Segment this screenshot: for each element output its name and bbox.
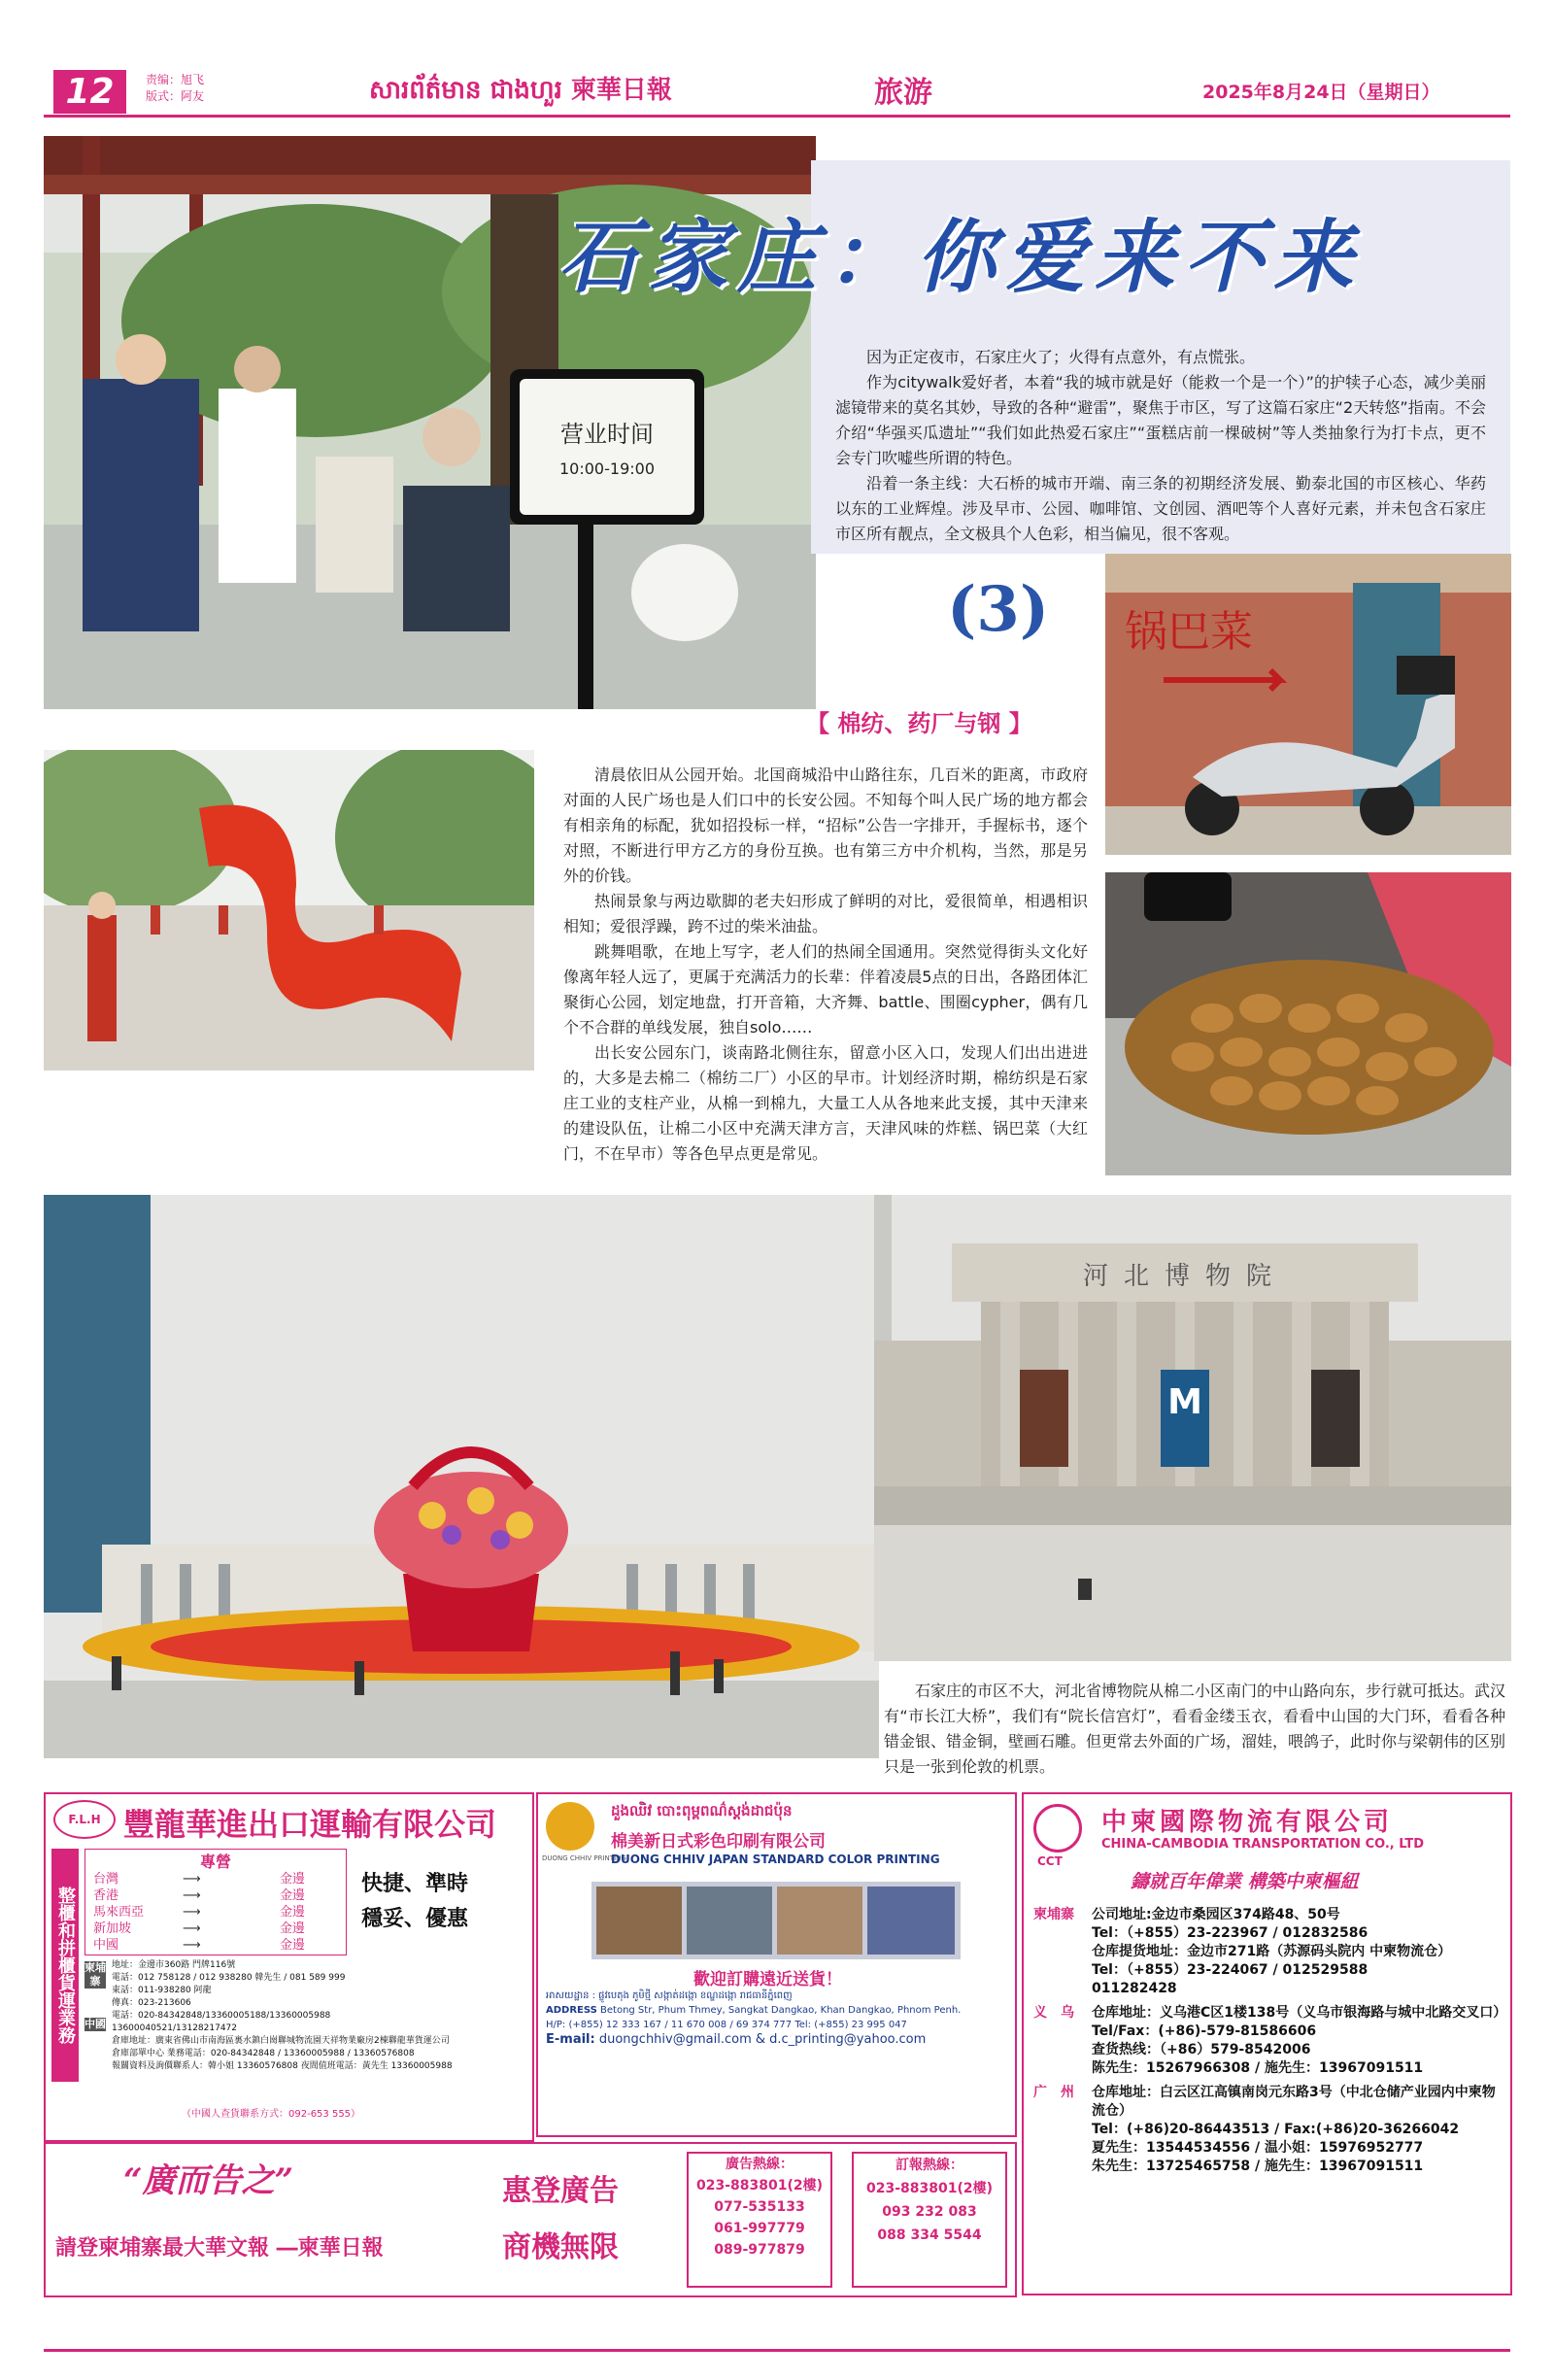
fenglonghua-footnote: （中國人查貨聯系方式：092-653 555） [182,2109,361,2120]
fenglonghua-info: 電話：020-84342848/13360005188/13360005988 [112,2011,331,2021]
printing-khmer-address: អាសយដ្ឋាន : ផ្លូវបេតុង ភូមិថ្មី សង្កាត់ដង្កោ ខណ្ឌដង្កោ រាជធានីភ្នំពេញ [546,1990,793,2001]
cct-place: 义 乌 [1033,2005,1074,2021]
cct-logo-text: CCT [1037,1854,1063,1868]
cct-line: 查货热线：（+86）579-8542006 [1092,2042,1311,2057]
ad-fenglonghua [44,1792,534,2142]
fenglonghua-info: 倉庫部單中心 業務電話：020-84342848 / 13360005988 / 13360576808 [112,2049,415,2058]
cct-line: 仓库地址：义乌港C区1楼138号（义乌市银海路与城中北路交叉口） [1092,2005,1507,2021]
route-destination: 金邊 [280,1888,306,1903]
route-destination: 金邊 [280,1921,306,1936]
page-number: 12 [53,70,126,114]
body-paragraph: 跳舞唱歌，在地上写字，老人们的热闹全国通用。突然觉得街头文化好像离年轻人远了，更属于充满活力的长辈：伴着凌晨5点的日出，各路团体汇聚街心公园，划定地盘，打开音箱，大齐舞、battle、围圈cypher，偶有几个不合群的单线发展，独自solo…… [563,942,1088,1037]
ad-hotline: 077-535133 [714,2199,805,2215]
printing-welcome: 歡迎訂購遠近送貨！ [693,1970,842,1989]
article-body [563,763,1088,1167]
fenglonghua-info: 電話：012 758128 / 012 938280 韓先生 / 081 589 999 [112,1973,346,1983]
fenglonghua-info: 傳真：023-213606 [112,1998,191,2008]
fenglonghua-info: 地址：金邊市360路 門牌116號 [112,1960,236,1970]
route-origin: 中國 [93,1938,119,1953]
ad-duongchhiv-printing [536,1792,1017,2137]
printing-khmer-name: ដួងឈិវ បោះពុម្ពពណ៌ស្តង់ដាជប៉ុន [611,1802,793,1819]
promo-title: “廣而告之” [123,2161,294,2200]
cct-line: 011282428 [1092,1981,1177,1996]
cct-line: Tel/Fax：(+86)-579-81586606 [1092,2023,1317,2039]
intro-text [835,345,1486,547]
printing-photos [591,1882,961,1959]
cct-line: 公司地址:金边市桑园区374路48、50号 [1092,1907,1340,1922]
sign-hours: 10:00-19:00 [559,459,655,478]
route-destination: 金邊 [280,1872,306,1887]
caption-paragraph: 石家庄的市区不大，河北省博物院从棉二小区南门的中山路向东，步行就可抵达。武汉有“市长江大桥”，我们有“院长信宫灯”，看看金缕玉衣，看看中山国的大门环，看看各种错金银、错金铜，壁画石雕。但更常去外面的广场，溜娃，喂鸽子，此时你与梁朝伟的区别只是一张到伦敦的机票。 [884,1682,1506,1776]
section-title: 旅游 [874,76,932,110]
museum-sign: 河北博物院 [1082,1262,1288,1291]
route-destination: 金邊 [280,1905,306,1920]
cct-line: Tel：(+86)20-86443513 / Fax:(+86)20-36266042 [1092,2122,1460,2137]
ad-hotline: 089-977879 [714,2242,805,2258]
body-paragraph: 出长安公园东门，谈南路北侧往东，留意小区入口，发现人们出出进进的，大多是去棉二（棉纺二厂）小区的早市。计划经济时期，棉纺织是石家庄工业的支柱产业，从棉一到棉九，大量工人从各地来此支援，其中天津来的建设队伍，让棉二小区中充满天津方言，天津风味的炸糕、锅巴菜（大红门，不在早市）等各色早点更是常见。 [563,1043,1088,1163]
promo-line: 請登柬埔寨最大華文報 ―柬華日報 [55,2236,384,2261]
body-paragraph: 清晨依旧从公园开始。北国商城沿中山路往东，几百米的距离，市政府对面的人民广场也是人们口中的长安公园。不知每个叫人民广场的地方都会有相亲角的标配，犹如招投标一样，“招标”公告一字排开，手握标书，逐个对照，不断进行甲方乙方的身份互换。也有第三方中介机构，当然，那是另外的价钱。 [563,765,1088,885]
cct-slogan: 鑄就百年偉業 構築中柬樞紐 [1131,1871,1359,1892]
museum-banner-letter: M [1167,1382,1202,1422]
route-origin: 香港 [93,1888,119,1903]
fenglonghua-slogan: 快捷、準時 [361,1872,469,1896]
fenglonghua-name: 豐龍華進出口運輸有限公司 [123,1806,497,1843]
printing-email: duongchhiv@gmail.com & d.c_printing@yahoo.com [598,2032,927,2047]
cct-place: 广 州 [1033,2085,1074,2100]
cct-line: 仓库提货地址：金边市271路（苏源码头院内 中柬物流仓） [1092,1944,1452,1959]
wall-text: 锅巴菜 [1125,607,1253,657]
route-origin: 馬來西亞 [93,1905,145,1920]
order-hotline: 093 232 083 [882,2204,977,2220]
editor-credits [146,72,204,105]
intro-paragraph: 作为citywalk爱好者，本着“我的城市就是好（能救一个是一个）”的护犊子心态，减少美丽滤镜带来的莫名其妙，导致的各种“避雷”，聚焦于市区，写了这篇石家庄“2天转悠”指南。不会介绍“华强买瓜遗址”“我们如此热爱石家庄”“蛋糕店前一棵破树”等人类抽象行为打卡点，更不会专门吹嘘些所谓的特色。 [835,373,1486,467]
fenglonghua-routes: 專營 台灣 香港 馬來西亞 新加坡 中國 ⟶ ⟶ ⟶ ⟶ ⟶ 金邊 金邊 金邊 金邊 金邊 [84,1849,347,1955]
route-origin: 台灣 [93,1872,119,1887]
cct-name: 中柬國際物流有限公司 [1101,1808,1394,1837]
cct-line: Tel：（+855）23-223967 / 012832586 [1092,1925,1368,1941]
ad-hotline: 023-883801(2樓) [695,2178,824,2193]
museum-caption [884,1679,1505,1780]
header-rule [44,115,1510,118]
email-label: E-mail: [546,2032,595,2047]
promo-slogan: 商機無限 [502,2230,619,2264]
layout-line: 版式：阿友 [146,89,205,103]
fenglonghua-info: 報關資料及詢價聯系人：韓小姐 13360576808 夜間值班電話：黃先生 13360005988 [112,2061,453,2071]
printing-logo-label: DUONG CHHIV PRINTING [542,1854,626,1862]
printing-logo-icon [546,1802,594,1851]
issue-date: 2025年8月24日（星期日） [1202,82,1440,103]
cct-place: 柬埔寨 [1033,1907,1074,1922]
address-label: ADDRESS [546,2005,597,2016]
printing-address: Betong Str, Phum Thmey, Sangkat Dangkao, Khan Dangkao, Phnom Penh. [600,2005,962,2016]
routes-title: 專營 [199,1853,231,1871]
order-hotline: 023-883801(2樓) [865,2181,994,2196]
photo-ribbon-dancer [44,750,534,1071]
ad-hotline: 061-997779 [714,2221,805,2236]
footer-rule [44,2349,1510,2352]
photo-fried-cakes [1105,872,1511,1175]
fenglonghua-info: 13600040521/13128217472 [112,2023,238,2033]
body-paragraph: 热闹景象与两边歇脚的老夫妇形成了鲜明的对比，爱很简单，相遇相识相知；爱很浮躁，跨不过的柴米油盐。 [563,892,1088,935]
fenglonghua-logo: F.L.H [53,1800,116,1839]
promo-slogan: 惠登廣告 [502,2174,619,2208]
cct-english-name: CHINA-CAMBODIA TRANSPORTATION CO., LTD [1101,1837,1425,1852]
cct-line: 陈先生：15267966308 / 施先生：13967091511 [1092,2060,1424,2076]
tag-cambodia: 柬埔寨 [84,1961,106,1988]
printing-phone: H/P: (+855) 12 333 167 / 11 670 008 / 69 374 777 Tel: (+855) 23 995 047 [546,2020,907,2030]
newspaper-name: សារព័ត៌មាន ជាងហួរ 柬華日報 [369,76,672,105]
printing-english-name: DUONG CHHIV JAPAN STANDARD COLOR PRINTING [611,1853,940,1866]
ad-cct-logistics [1022,1792,1512,2295]
route-destination: 金邊 [280,1938,306,1953]
photo-wall-scooter [1105,554,1511,855]
intro-paragraph: 沿着一条主线：大石桥的城市开端、南三条的初期经济发展、勤泰北国的市区核心、华药以东的工业辉煌。涉及早市、公园、咖啡馆、文创园、酒吧等个人喜好元素，并未包含石家庄市区所有靓点，全文极具个人色彩，相当偏见，很不客观。 [835,474,1486,543]
cct-line: Tel：（+855）23-224067 / 012529588 [1092,1962,1368,1978]
fenglonghua-info: 倉庫地址：廣東省佛山市南海區裏水鎮白崗聯城物流園天祥物業廠房2棟聯龍華貨運公司 [112,2036,450,2046]
fenglonghua-slogan: 穩妥、優惠 [361,1907,469,1931]
fenglonghua-service: 整櫃和拼櫃貨運業務 [51,1849,79,2082]
part-number: (3) [947,573,1050,646]
route-origin: 新加坡 [93,1921,132,1936]
fenglonghua-info: 東話：011-938280 阿龍 [112,1986,212,1995]
printing-chinese-name: 棉美新日式彩色印刷有限公司 [611,1832,826,1852]
order-hotline-label: 訂報熱線： [895,2158,963,2173]
photo-flower-basket [44,1195,879,1758]
section-subtitle: 【 棉纺、药厂与钢 】 [806,709,1032,737]
ad-hotline-label: 廣告熱線： [726,2157,794,2172]
ad-newspaper-promo [44,2142,1017,2297]
sign-title: 营业时间 [560,421,654,448]
editor-line: 责编：旭飞 [146,73,205,86]
cct-line: 朱先生：13725465758 / 施先生：13967091511 [1092,2159,1424,2174]
cct-line: 仓库地址：白云区江高镇南岗元东路3号（中北仓储产业园内中柬物流仓） [1092,2085,1496,2119]
intro-paragraph: 因为正定夜市，石家庄火了；火得有点意外，有点慌张。 [866,348,1256,366]
photo-hebei-museum [874,1195,1511,1661]
cct-logo-icon [1033,1804,1082,1853]
article-title: 石家庄：你爱来不来 [558,211,1363,304]
tag-china: 中國 [84,2018,106,2030]
order-hotline: 088 334 5544 [877,2227,982,2243]
cct-line: 夏先生：13544534556 / 温小姐：15976952777 [1092,2140,1424,2156]
